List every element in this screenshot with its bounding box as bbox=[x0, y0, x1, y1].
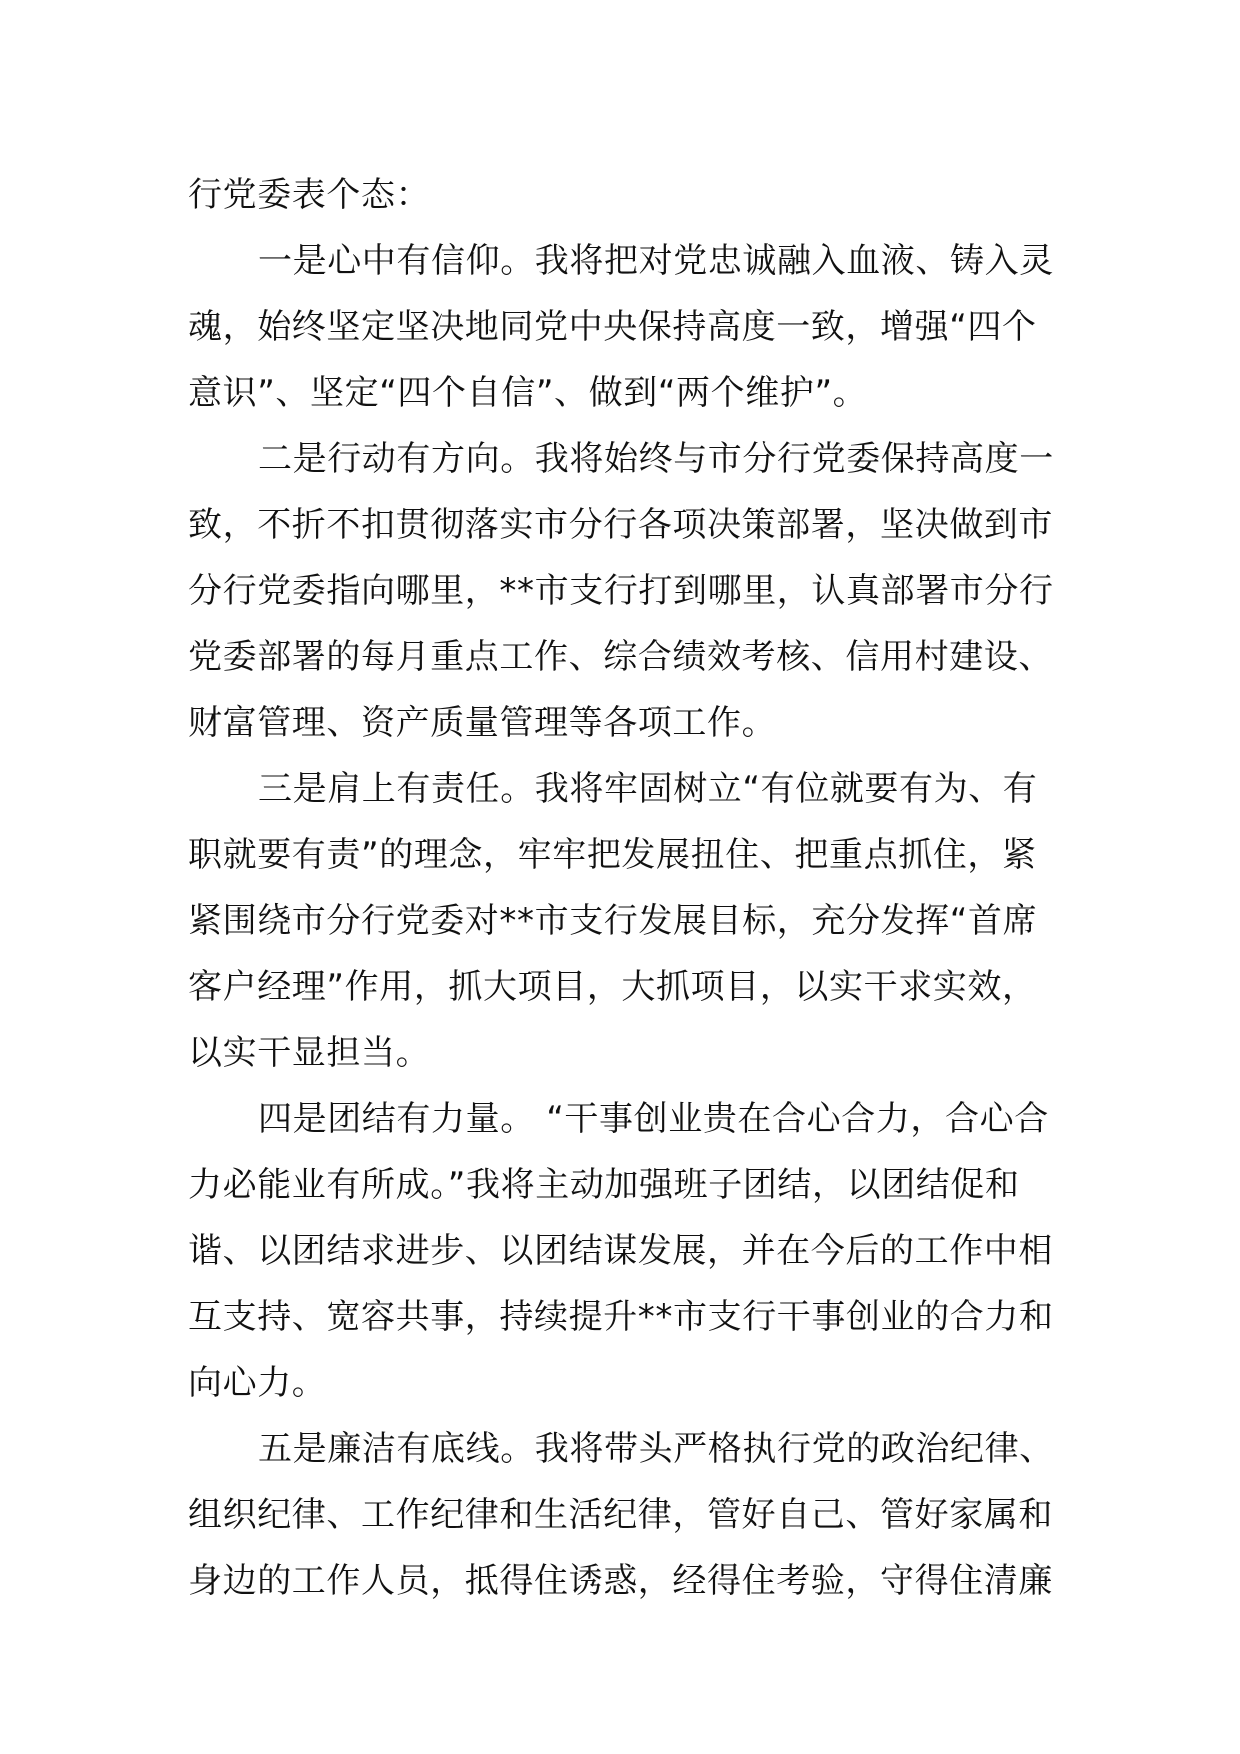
paragraph-first-line: 五是廉洁有底线。我将带头严格执行党的政治纪律、 bbox=[258, 1429, 1054, 1469]
text-line: 组织纪律、工作纪律和生活纪律，管好自己、管好家属和 bbox=[188, 1495, 1053, 1535]
text-line: 职就要有责”的理念，牢牢把发展扭住、把重点抓住，紧 bbox=[188, 835, 1037, 875]
text-line: 财富管理、资产质量管理等各项工作。 bbox=[188, 703, 777, 743]
document-body bbox=[188, 162, 1058, 1614]
text-line: 以实干显担当。 bbox=[188, 1033, 431, 1073]
text-line: 互支持、宽容共事，持续提升**市支行干事创业的合力和 bbox=[188, 1297, 1054, 1337]
text-line: 意识”、坚定“四个自信”、做到“两个维护”。 bbox=[188, 373, 868, 413]
text-line: 谐、以团结求进步、以团结谋发展，并在今后的工作中相 bbox=[188, 1231, 1053, 1271]
text-line: 致，不折不扣贯彻落实市分行各项决策部署，坚决做到市 bbox=[188, 505, 1053, 545]
text-line: 力必能业有所成。”我将主动加强班子团结，以团结促和 bbox=[188, 1165, 1020, 1205]
paragraph-first-line: 一是心中有信仰。我将把对党忠诚融入血液、铸入灵 bbox=[258, 241, 1054, 281]
text-line: 党委部署的每月重点工作、综合绩效考核、信用村建设、 bbox=[188, 637, 1053, 677]
paragraph-first-line: 三是肩上有责任。我将牢固树立“有位就要有为、有 bbox=[258, 769, 1038, 809]
text-line: 行党委表个态： bbox=[188, 175, 431, 215]
text-line: 客户经理”作用，抓大项目，大抓项目，以实干求实效， bbox=[188, 967, 1037, 1007]
text-line: 魂，始终坚定坚决地同党中央保持高度一致，增强“四个 bbox=[188, 307, 1037, 347]
paragraph-first-line: 二是行动有方向。我将始终与市分行党委保持高度一 bbox=[258, 439, 1054, 479]
paragraph-first-line: 四是团结有力量。 “干事创业贵在合心合力，合心合 bbox=[258, 1099, 1049, 1139]
text-line: 分行党委指向哪里，**市支行打到哪里，认真部署市分行 bbox=[188, 571, 1054, 611]
text-line: 紧围绕市分行党委对**市支行发展目标，充分发挥“首席 bbox=[188, 901, 1038, 941]
text-line: 身边的工作人员，抵得住诱惑，经得住考验，守得住清廉 bbox=[188, 1561, 1053, 1601]
text-line: 向心力。 bbox=[188, 1363, 327, 1403]
